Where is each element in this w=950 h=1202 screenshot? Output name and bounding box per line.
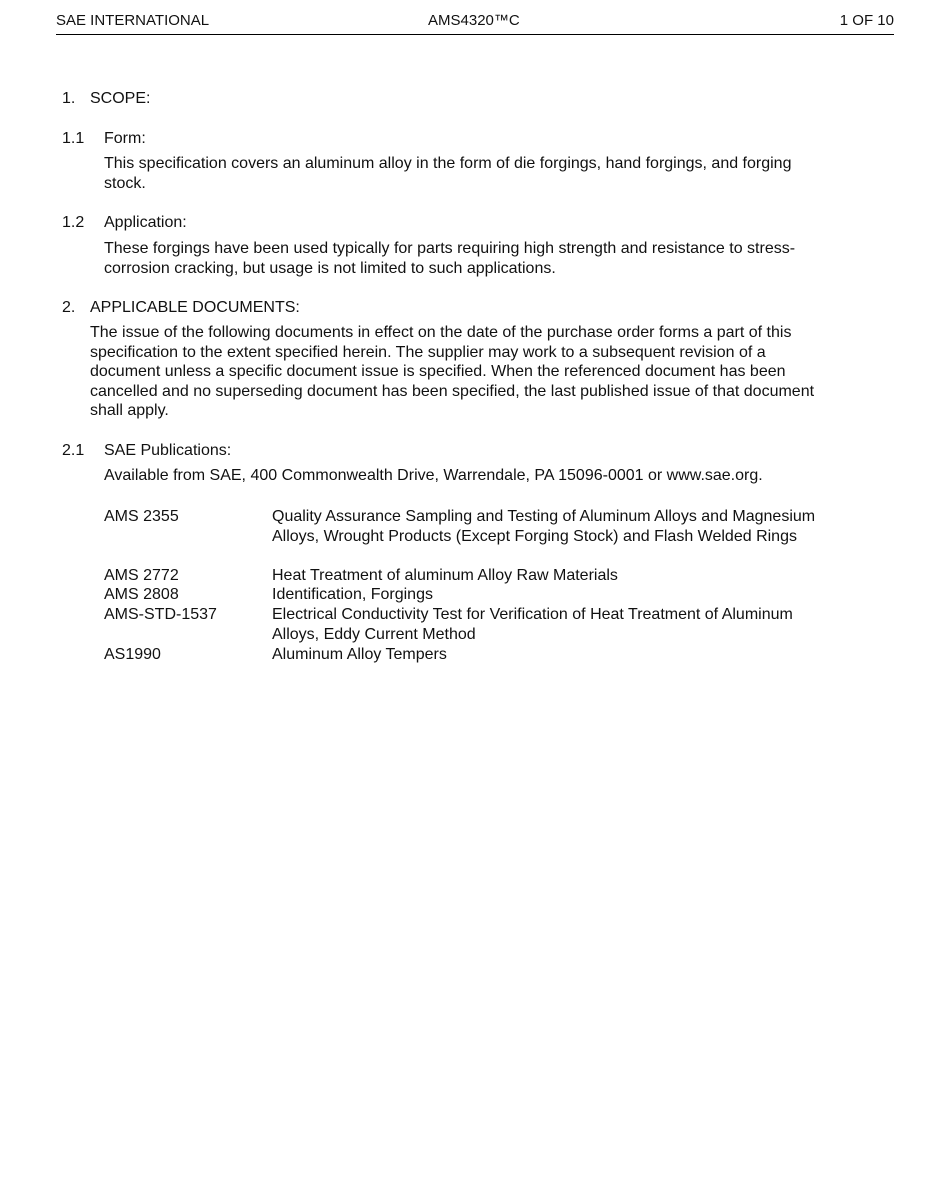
reference-code: AMS-STD-1537 [104, 606, 217, 623]
header-document-id: AMS4320™C [428, 12, 520, 29]
reference-title: Identification, Forgings [272, 586, 433, 603]
section-heading: SCOPE: [90, 90, 151, 107]
section-number: 1. [62, 90, 76, 107]
section-paragraph: Available from SAE, 400 Commonwealth Drive, Warrendale, PA 15096-0001 or www.sae.org. [104, 467, 763, 484]
section-heading: APPLICABLE DOCUMENTS: [90, 299, 300, 316]
header-page-number: 1 OF 10 [839, 12, 894, 29]
reference-code: AMS 2355 [104, 508, 179, 525]
reference-title: Electrical Conductivity Test for Verification of Heat Treatment of Aluminum Alloys, Eddy Current Method [272, 606, 793, 643]
reference-code: AS1990 [104, 646, 161, 663]
reference-title: Aluminum Alloy Tempers [272, 646, 447, 663]
section-heading: Form: [104, 130, 146, 147]
section-heading: SAE Publications: [104, 442, 232, 459]
reference-title: Quality Assurance Sampling and Testing of Aluminum Alloys and Magnesium Alloys, Wrought Products (Except Forging Stock) and Flash Welded Rings [272, 508, 816, 545]
section-paragraph: This specification covers an aluminum alloy in the form of die forgings, hand forgings, and forging stock. [104, 155, 792, 192]
header-organization: SAE INTERNATIONAL [56, 12, 210, 29]
section-number: 2.1 [62, 442, 85, 459]
reference-code: AMS 2772 [104, 567, 179, 584]
reference-code: AMS 2808 [104, 586, 179, 603]
page-header [56, 12, 894, 35]
reference-title: Heat Treatment of aluminum Alloy Raw Materials [272, 567, 618, 584]
section-number: 1.1 [62, 130, 85, 147]
section-heading: Application: [104, 214, 187, 231]
section-number: 2. [62, 299, 76, 316]
section-paragraph: These forgings have been used typically for parts requiring high strength and resistance to stress-corrosion cracking, but usage is not limited to such applications. [104, 240, 796, 277]
section-number: 1.2 [62, 214, 85, 231]
section-paragraph: The issue of the following documents in effect on the date of the purchase order forms a part of this specification to the extent specified herein. The supplier may work to a subsequent revision of a document unless a specific document issue is specified. When the referenced document has been cancelled and no superseding document has been specified, the last published issue of that document shall apply. [90, 324, 815, 419]
